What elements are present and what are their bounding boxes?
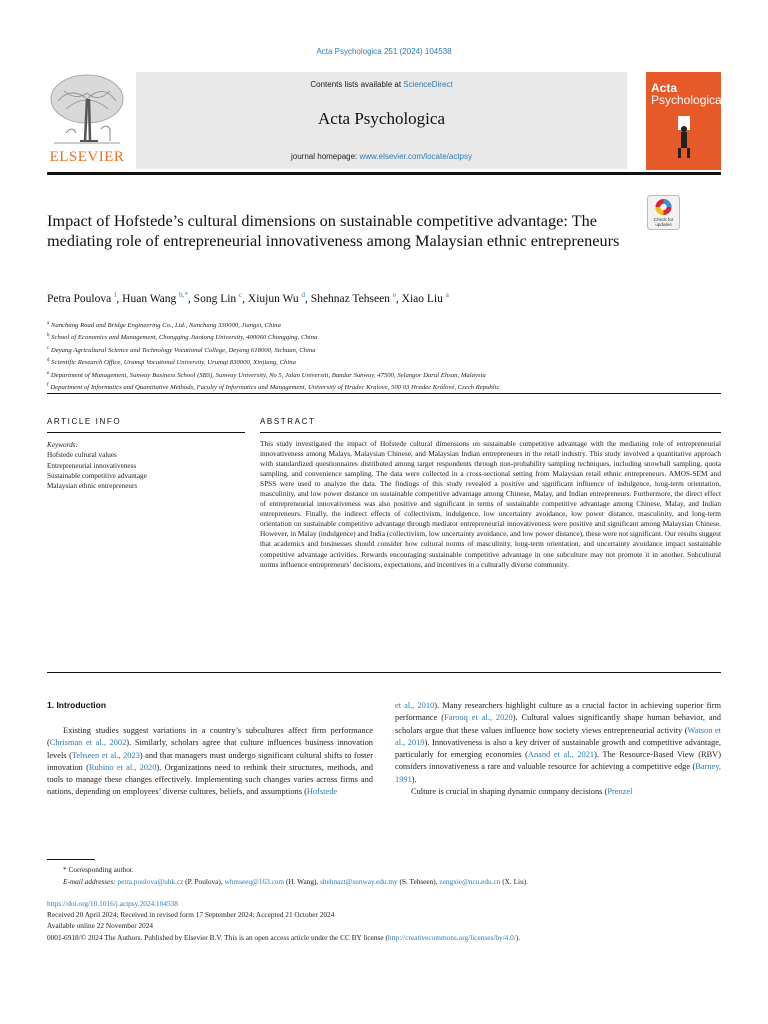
homepage-prefix: journal homepage: [291,152,360,161]
affiliation-text: School of Economics and Management, Chongqing Jiaotong University, 400060 Chongqing, China [51,334,318,342]
keyword: Sustainable competitive advantage [47,471,147,480]
citation-link[interactable]: Prenzel [607,787,633,797]
cover-title-line2: Psychologica [651,93,722,107]
affiliation-mark: a [47,321,50,326]
author-separator: , [242,292,248,305]
author-separator: , [187,292,194,305]
journal-title: Acta Psychologica [318,109,445,128]
keyword-list [47,450,245,491]
body-right-column [395,700,721,798]
cover-figure-icon [666,112,701,162]
text: ). Innovativeness is also a key driver of sustainable growth and competitive advantage, particularly for emerging economies ( [395,737,722,760]
intro-paragraph-1 [47,725,373,799]
email-link[interactable]: petra.poulova@uhk.cz [117,877,184,887]
sciencedirect-link[interactable]: ScienceDirect [403,80,453,89]
article-info-rule [47,432,245,433]
affiliation-mark: e [47,370,50,376]
received-dates: Received 20 April 2024; Received in revised form 17 September 2024; Accepted 21 October 2024 [47,910,335,920]
author-name[interactable]: Xiao Liu [401,292,443,305]
affiliation-mark: d [47,358,50,364]
citation-link[interactable]: Anand et al., 2021 [527,750,595,760]
footnote-rule [47,859,95,860]
affiliation-mark: f [47,383,49,389]
affiliation-text: Scientific Research Office, Urumqi Vocational University, Urumqi 830000, Xinjiang, China [51,359,296,367]
author-name[interactable]: Xiujun Wu [247,292,299,305]
email-label: E-mail addresses: [63,877,118,887]
license-end: ). [515,932,521,942]
intro-paragraph-1-cont [395,700,721,786]
keyword: Malaysian ethnic entrepreneurs [47,482,138,491]
citation-link[interactable]: et al., 2010 [395,701,435,710]
author-affiliation-mark[interactable]: d [301,291,306,299]
affiliation-list [47,319,727,394]
citation-link[interactable]: Watson et al., 2019 [395,725,721,747]
section-heading: 1. Introduction [47,700,107,710]
author-affiliation-mark[interactable]: c [239,291,243,299]
abstract-heading: ABSTRACT [260,417,316,426]
elsevier-wordmark: ELSEVIER [49,149,125,165]
email-owner: (P. Poulova), [183,877,225,887]
affiliation-mark: b [47,333,50,339]
affiliation [47,356,727,368]
affiliation-text: Deyang Agricultural Science and Technology Vocational College, Deyang 618000, Sichuan, China [50,347,316,355]
keyword: Entrepreneurial innovativeness [47,461,137,470]
article-info-heading: ARTICLE INFO [47,417,122,426]
abstract-rule [260,432,721,433]
email-owner: (S. Tehseen), [397,877,440,887]
email-owner: (X. Liu). [500,877,528,887]
text: Existing studies suggest variations in a country’s subcultures affect firm performance ( [47,726,373,748]
available-online: Available online 22 November 2024 [47,921,154,931]
author-separator: , [395,292,402,305]
abstract-text: This study investigated the impact of Hofstede cultural dimensions on sustainable competitive advantage with the mediating role of entrepreneurial innovativeness among Malays, Malaysian Chinese, and Malaysian Indian entrepreneurs in the retail industry. This study involved a quantitative approach with standardized questionnaires distributed among target respondents through non-probability sampling techniques, including snowball sampling, quota sampling, and convenience sampling. The data were collected in a cross-sectional setting from Malaysian retail ethnic entrepreneurs. AMOS-SEM and SPSS were used to analyze the data. The findings of this study revealed a positive and significant influence of indulgence, long-term orientation, masculinity, and low power distance on sustainable competitive advantage among Chinese, Malay, and Indian entrepreneurs. Furthermore, the direct effect of entrepreneurial innovativeness was also positive and significant in terms of sustainable competitive advantage among Chinese, Malay, and Indian entrepreneurs. Finally, the indirect effects of collectivism, indulgence, low uncertainty avoidance, low power distance, masculinity, and long-term orientation on sustainable competitive advantage through mediator entrepreneurial innovativeness were positive and significant among Malaysian Chinese. However, in Malay (indulgence) and India (collectivism, low uncertainty avoidance, and low power distance), these were not significant. Our results suggest that academics and businesses should consider how cultural norms of masculinity, long-term orientation, and uncertainty avoidance impact sustainable competitive advantage activities. Rewards encouraging sustainable competitive advantage in one subculture may not promote it in another. Subcultural norms influence entrepreneurs’ decisions, expectations, and incentives in a culturally diverse community. [260,439,721,569]
body-rule [47,672,721,673]
crossmark-line1: Check for [653,217,674,222]
author-affiliation-mark[interactable]: b,* [179,291,188,299]
affiliation [47,369,727,381]
affiliation [47,331,727,343]
affiliation [47,381,727,393]
journal-homepage-link[interactable]: www.elsevier.com/locate/actpsy [359,152,472,161]
author-name[interactable]: Shehnaz Tehseen [310,292,390,305]
author-list [47,291,727,305]
affiliation-text: Department of Informatics and Quantitative Methods, Faculty of Informatics and Management, University of Hradec Kralove, 500 03 Hradec Králové, Czech Republic [50,384,500,392]
journal-cover [646,72,721,170]
citation-link[interactable]: Barney, 1991 [395,762,721,784]
author-affiliation-mark[interactable]: f [114,291,117,299]
license-link[interactable]: http://creativecommons.org/licenses/by/4.0/ [387,932,516,942]
text: ). Similarly, scholars agree that culture influences business innovation levels ( [47,738,373,760]
text: ). The Resource-Based View (RBV) considers innovativeness a rare and valuable resource for achieving a competitive edge ( [395,750,722,772]
text: ). [411,774,417,784]
author-affiliation-mark[interactable]: a [445,291,449,299]
intro-paragraph-2 [395,786,721,798]
citation-link[interactable]: Rubino et al., 2020 [88,762,157,772]
doi-link[interactable]: https://doi.org/10.1016/j.actpsy.2024.104538 [47,899,178,908]
homepage-line [136,152,627,161]
elsevier-logo [46,71,128,166]
contents-line [136,80,627,89]
footnotes [47,864,727,888]
journal-masthead [136,72,627,169]
header-rule [47,172,721,175]
cover-title [651,82,722,106]
article-title: Impact of Hofstede’s cultural dimensions on sustainable competitive advantage: The mediating role of entrepreneurial innovativeness among Malaysian ethnic entrepreneurs [47,211,620,250]
running-head[interactable]: Acta Psychologica 251 (2024) 104538 [316,47,452,56]
email-link[interactable]: shehnazt@sunway.edu.my [320,877,398,887]
keywords-label: Keywords: [47,441,78,449]
citation-link[interactable]: Tehseen et al., 2023 [71,750,140,760]
corresponding-author-note: * Corresponding author. [63,865,134,874]
section-rule [47,393,721,394]
citation-link[interactable]: Farooq et al., 2020 [444,713,513,723]
email-link[interactable]: whmseeq@163.com [224,877,285,887]
email-owner: (H. Wang), [284,877,321,887]
email-addresses [47,876,727,888]
publication-info [47,898,727,943]
affiliation-mark: c [47,345,50,351]
affiliation [47,319,727,331]
crossmark-icon [647,195,680,230]
citation-link[interactable]: Hofstede [306,787,338,797]
text: ). Many researchers highlight culture as a crucial factor in achieving superior firm performance ( [395,701,721,723]
body-left-column [47,725,373,799]
check-for-updates-badge[interactable] [647,195,680,230]
author-name[interactable]: Song Lin [193,292,237,305]
citation-link[interactable]: Chrisman et al., 2002 [49,738,127,748]
author-separator: , [116,292,123,305]
author-name[interactable]: Petra Poulova [47,292,112,305]
contents-prefix: Contents lists available at [310,80,404,89]
text: Culture is crucial in shaping dynamic company decisions ( [411,787,608,797]
author-separator: , [305,292,311,305]
license-text: 0001-6918/© 2024 The Authors. Published by Elsevier B.V. This is an open access article under the CC BY license ( [47,932,388,942]
text: ) and that managers must undergo significant cultural shifts to foster innovation ( [47,750,374,772]
license-line [47,932,727,943]
tree-emblem-icon [46,71,128,149]
keyword: Hofstede cultural values [47,451,117,460]
cover-title-line1: Acta [651,81,678,95]
email-link[interactable]: zengxie@ncu.edu.cn [439,877,501,887]
affiliation-text: Nanchang Road and Bridge Engineering Co., Ltd., Nanchang 330000, Jiangxi, China [50,322,281,330]
author-affiliation-mark[interactable]: e [392,291,396,299]
crossmark-line2: updates [655,222,672,227]
text: ). Cultural values significantly shape human behavior, and scholars argue that these values influence how society views entrepreneurial activity ( [395,713,721,735]
keywords-block [47,440,245,491]
affiliation [47,344,727,356]
affiliation-text: Department of Management, Sunway Business School (SBS), Sunway University, No 5, Jalan Universiti, Bandar Sunway, 47500, Selangor Darul Ehsan, Malaysia [50,371,486,379]
author-name[interactable]: Huan Wang [122,292,177,305]
text: ). Organizations need to rethink their structures, methods, and tools to manage these changes effectively. Implementing such changes varies across firms and nations, depending on employees’ diverse cultures, beliefs, and assumptions ( [47,762,373,797]
